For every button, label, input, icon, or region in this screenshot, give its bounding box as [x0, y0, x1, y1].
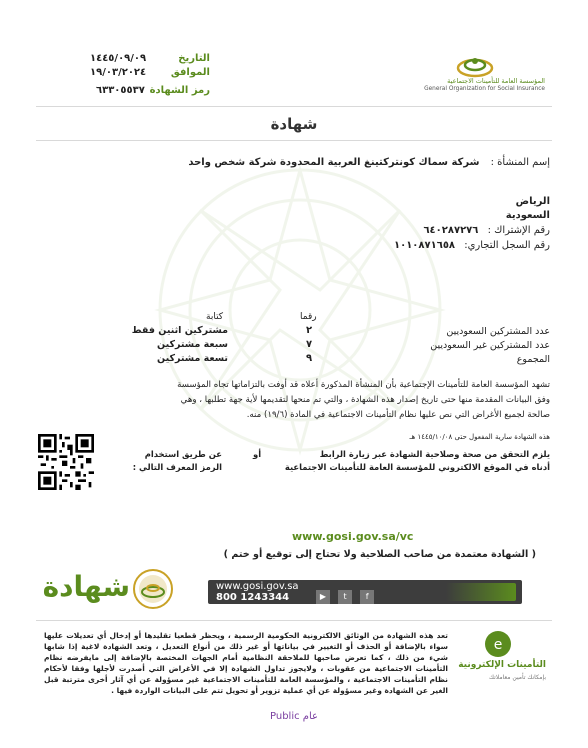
org-name-ar: المؤسسة العامة للتأمينات الاجتماعية [447, 77, 545, 85]
contact-banner [208, 580, 522, 604]
social-icons [316, 584, 374, 604]
footer-legal-paragraph: تعد هذه الشهادة من الوثائق الالكترونية الحكومية الرسمية ، ويحظر قطعيا تقليدها أو إدخال أي تعديلات عليها سواء بالإضافة أو الحذف أو التغيير في بياناتها أو غير ذلك من أنواع التعديل ، وتعد الشهادة لاغية إذا شابها شيء من ذلك ، كما تعرض صاحبها للملاحقة النظامية أمام الجهات المختصة بالإضافة إلى مايفرضه نظام التأمينات الاجتماعية من عقوبات ، ولايجوز تداول الشهادة إلا في الأغراض التي أصدرت لأجلها وفقا لأحكام نظام التأمينات الاجتماعية ، والمؤسسة العامة للتأمينات الاجتماعية غير مسؤولة عن أي آثار أخرى مترتبة قبل الغير عن الشهادة وغير مسؤولة عن أي عملية تزوير أو تحويل تتم على البيانات الواردة فيها . [44, 631, 448, 695]
footer-divider [36, 620, 552, 621]
counts-label-saudi: عدد المشتركين السعوديين [446, 326, 550, 337]
svg-text:e: e [493, 637, 503, 653]
eservices-logo [450, 630, 546, 686]
verify-or: أو [253, 449, 262, 459]
classification-label: Public عام [270, 711, 318, 722]
country: السعودية [505, 210, 550, 221]
youtube-icon[interactable]: ▶ [316, 590, 330, 604]
cert-code-label: رمز الشهادة [149, 85, 210, 96]
eservices-title: التأمينات الإلكترونية [458, 660, 546, 670]
subscription-row [250, 225, 550, 236]
cert-code: ٦٣٣٠٥٥٣٧ [96, 85, 145, 96]
cr-row [250, 240, 550, 251]
date-hijri-label: التاريخ [178, 53, 210, 64]
counts-text-nonsaudi: سبعة مشتركين [157, 339, 228, 350]
counts-text-saudi: مشتركين اثنين فقط [131, 325, 228, 336]
verify-left-1: عن طريق استخدام [144, 449, 222, 459]
date-hijri: ١٤٤٥/٠٩/٠٩ [90, 53, 147, 64]
establishment-name-row [30, 157, 550, 168]
cr-value: ١٠١٠٨٧١٦٥٨ [393, 240, 456, 251]
certificate-title: شهادة [270, 115, 318, 133]
title-divider [36, 140, 552, 141]
date-greg: ١٩/٠٣/٢٠٢٤ [90, 67, 147, 78]
subscription-value: ٦٤٠٢٨٧٢٧٦ [423, 225, 479, 236]
org-name-en: General Organization for Social Insurance [424, 86, 545, 92]
counts-col-written: كتابة [206, 312, 224, 322]
counts-label-total: المجموع [516, 354, 550, 365]
verify-left-2: الرمز المعرف التالي : [132, 462, 222, 472]
verify-line-2: أدناه في الموقع الالكتروني للمؤسسة العامة للتأمينات الاجتماعية [284, 462, 550, 472]
establishment-name-value: شركة سماك كونتركتينغ العربية المحدودة شركة شخص واحد [188, 157, 480, 168]
verify-line-1: يلزم التحقق من صحة وصلاحية الشهادة عبر زيارة الرابط [319, 449, 550, 459]
body-line-3: صالحة لجميع الأغراض التي نص عليها نظام التأمينات الاجتماعية في المادة (١٩/٦) منه. [246, 410, 550, 420]
counts-label-nonsaudi: عدد المشتركين غير السعوديين [430, 340, 550, 351]
subscription-label: رقم الإشتراك : [487, 225, 550, 236]
date-greg-label: الموافق [170, 67, 210, 78]
validity-note: هذه الشهادة سارية المفعول حتى ١٤٤٥/١٠/٠٨ هـ [409, 433, 550, 441]
counts-num-total: ٩ [306, 353, 313, 364]
banner-phone: 800 1243344 [216, 592, 290, 603]
banner-site[interactable]: www.gosi.gov.sa [216, 581, 299, 592]
date-block [90, 52, 210, 100]
body-line-1: تشهد المؤسسة العامة للتأمينات الإجتماعية بأن المنشأة المذكورة أعلاه قد أوفت بالتزاماتها تجاه المؤسسة [177, 380, 550, 390]
city: الرياض [515, 196, 550, 207]
header-divider [36, 106, 552, 107]
gosi-emblem-icon [455, 52, 495, 78]
shahada-emblem-icon [132, 568, 174, 610]
counts-num-nonsaudi: ٧ [306, 339, 313, 350]
qr-code-icon[interactable] [38, 434, 94, 490]
stamp-note: ( الشهادة معتمدة من صاحب الصلاحية ولا تحتاج إلى توقيع أو ختم ) [223, 549, 536, 560]
shahada-logo [30, 566, 180, 612]
eservices-subtitle: بإمكانك تأمين معاملاتك [489, 674, 546, 681]
twitter-icon[interactable]: t [338, 590, 352, 604]
banner-emblem-icon [446, 583, 516, 601]
establishment-name-label: إسم المنشأة : [490, 157, 550, 168]
body-paragraph [38, 378, 550, 423]
counts-text-total: تسعة مشتركين [157, 353, 228, 364]
counts-col-numeric: رقما [300, 312, 317, 322]
shahada-logo-text: شهادة [42, 570, 130, 603]
facebook-icon[interactable]: f [360, 590, 374, 604]
cr-label: رقم السجل التجاري: [464, 240, 550, 251]
counts-num-saudi: ٢ [306, 325, 313, 336]
eservices-emblem-icon [484, 630, 512, 658]
body-line-2: وفق البيانات المقدمة منها حتى تاريخ إصدار هذه الشهادة ، والتي تم منحها لتقديمها لأية جهة تطلبها ، وهي [180, 395, 550, 405]
verification-url[interactable]: www.gosi.gov.sa/vc [292, 530, 414, 543]
gosi-logo [405, 52, 545, 96]
